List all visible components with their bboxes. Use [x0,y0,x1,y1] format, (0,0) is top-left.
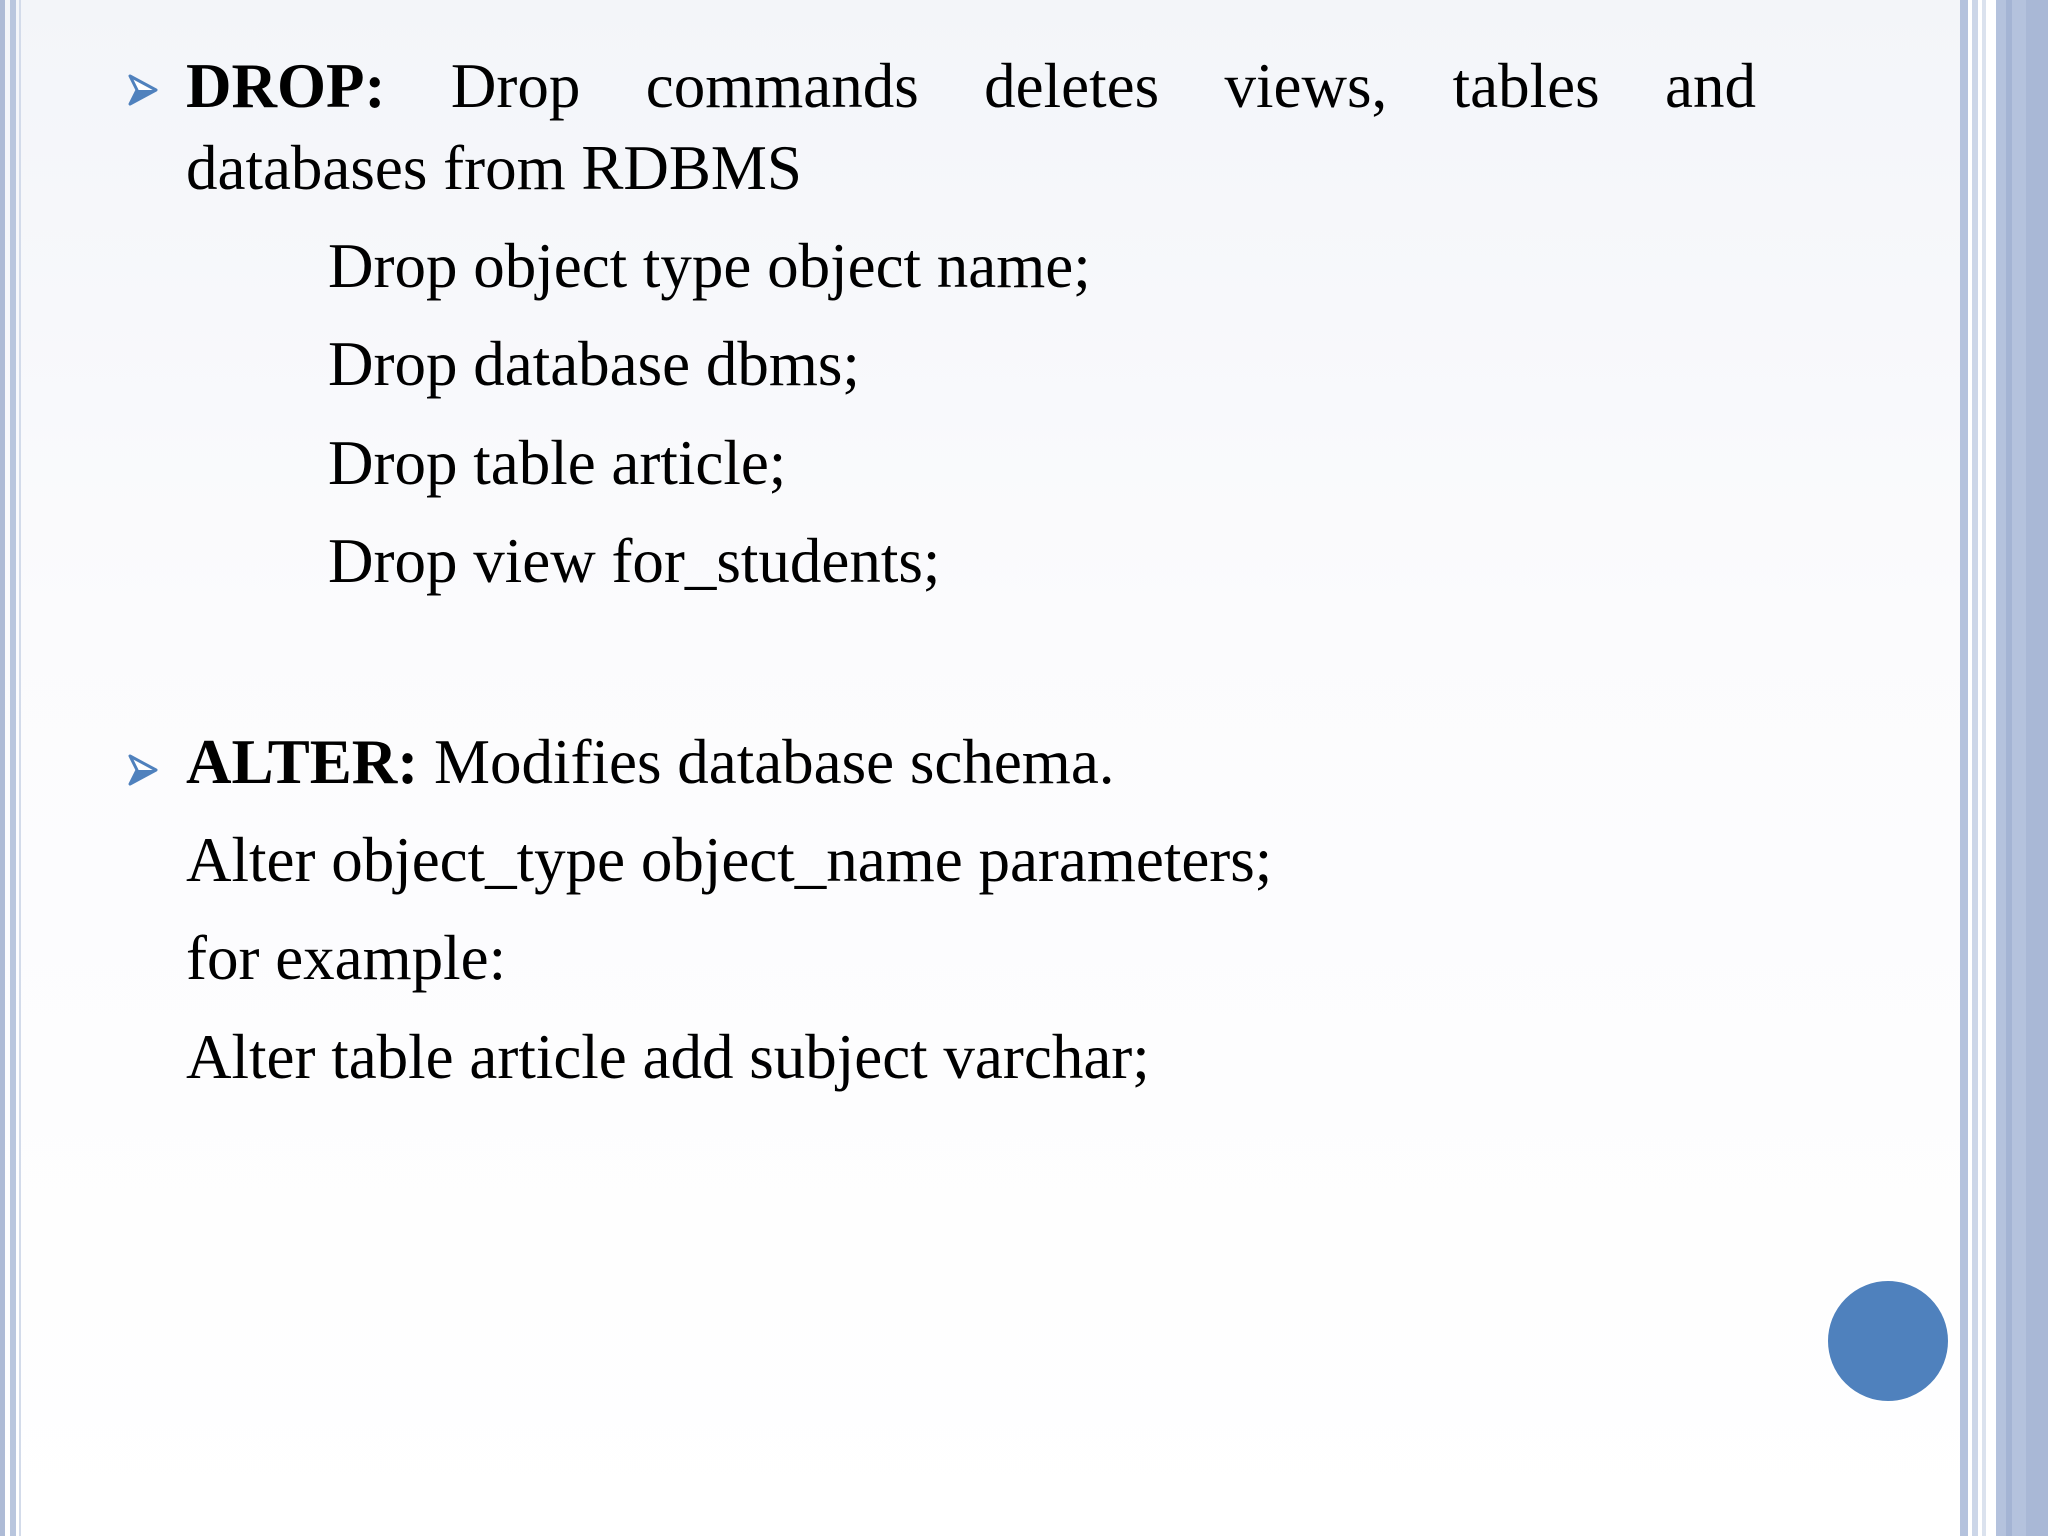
right-border-stripe [2006,0,2012,1536]
alter-keyword: ALTER: [186,727,419,797]
drop-example: Drop table article; [328,428,787,498]
drop-example: Drop object type object name; [328,231,1091,301]
alter-syntax-line: Alter object_type object_name parameters; [186,825,1273,895]
drop-example: Drop database dbms; [328,329,860,399]
alter-definition-line [186,728,1115,797]
drop-description-line1: Drop commands deletes views, tables and [450,51,1757,121]
alter-example: Alter table article add subject varchar; [186,1022,1150,1092]
alter-example-label: for example: [186,923,507,993]
right-border-stripe [2026,0,2048,1536]
drop-definition-line [186,52,1756,121]
drop-keyword: DROP: [186,51,386,121]
right-border-stripe [1972,0,1978,1536]
drop-example: Drop view for_students; [328,526,941,596]
right-border-stripe [1982,0,1986,1536]
right-border-stripe [1960,0,1968,1536]
arrow-bullet-icon [128,753,158,787]
arrow-bullet-icon [128,73,158,107]
alter-description: Modifies database schema. [434,727,1115,797]
drop-description-line2: databases from RDBMS [186,133,802,203]
